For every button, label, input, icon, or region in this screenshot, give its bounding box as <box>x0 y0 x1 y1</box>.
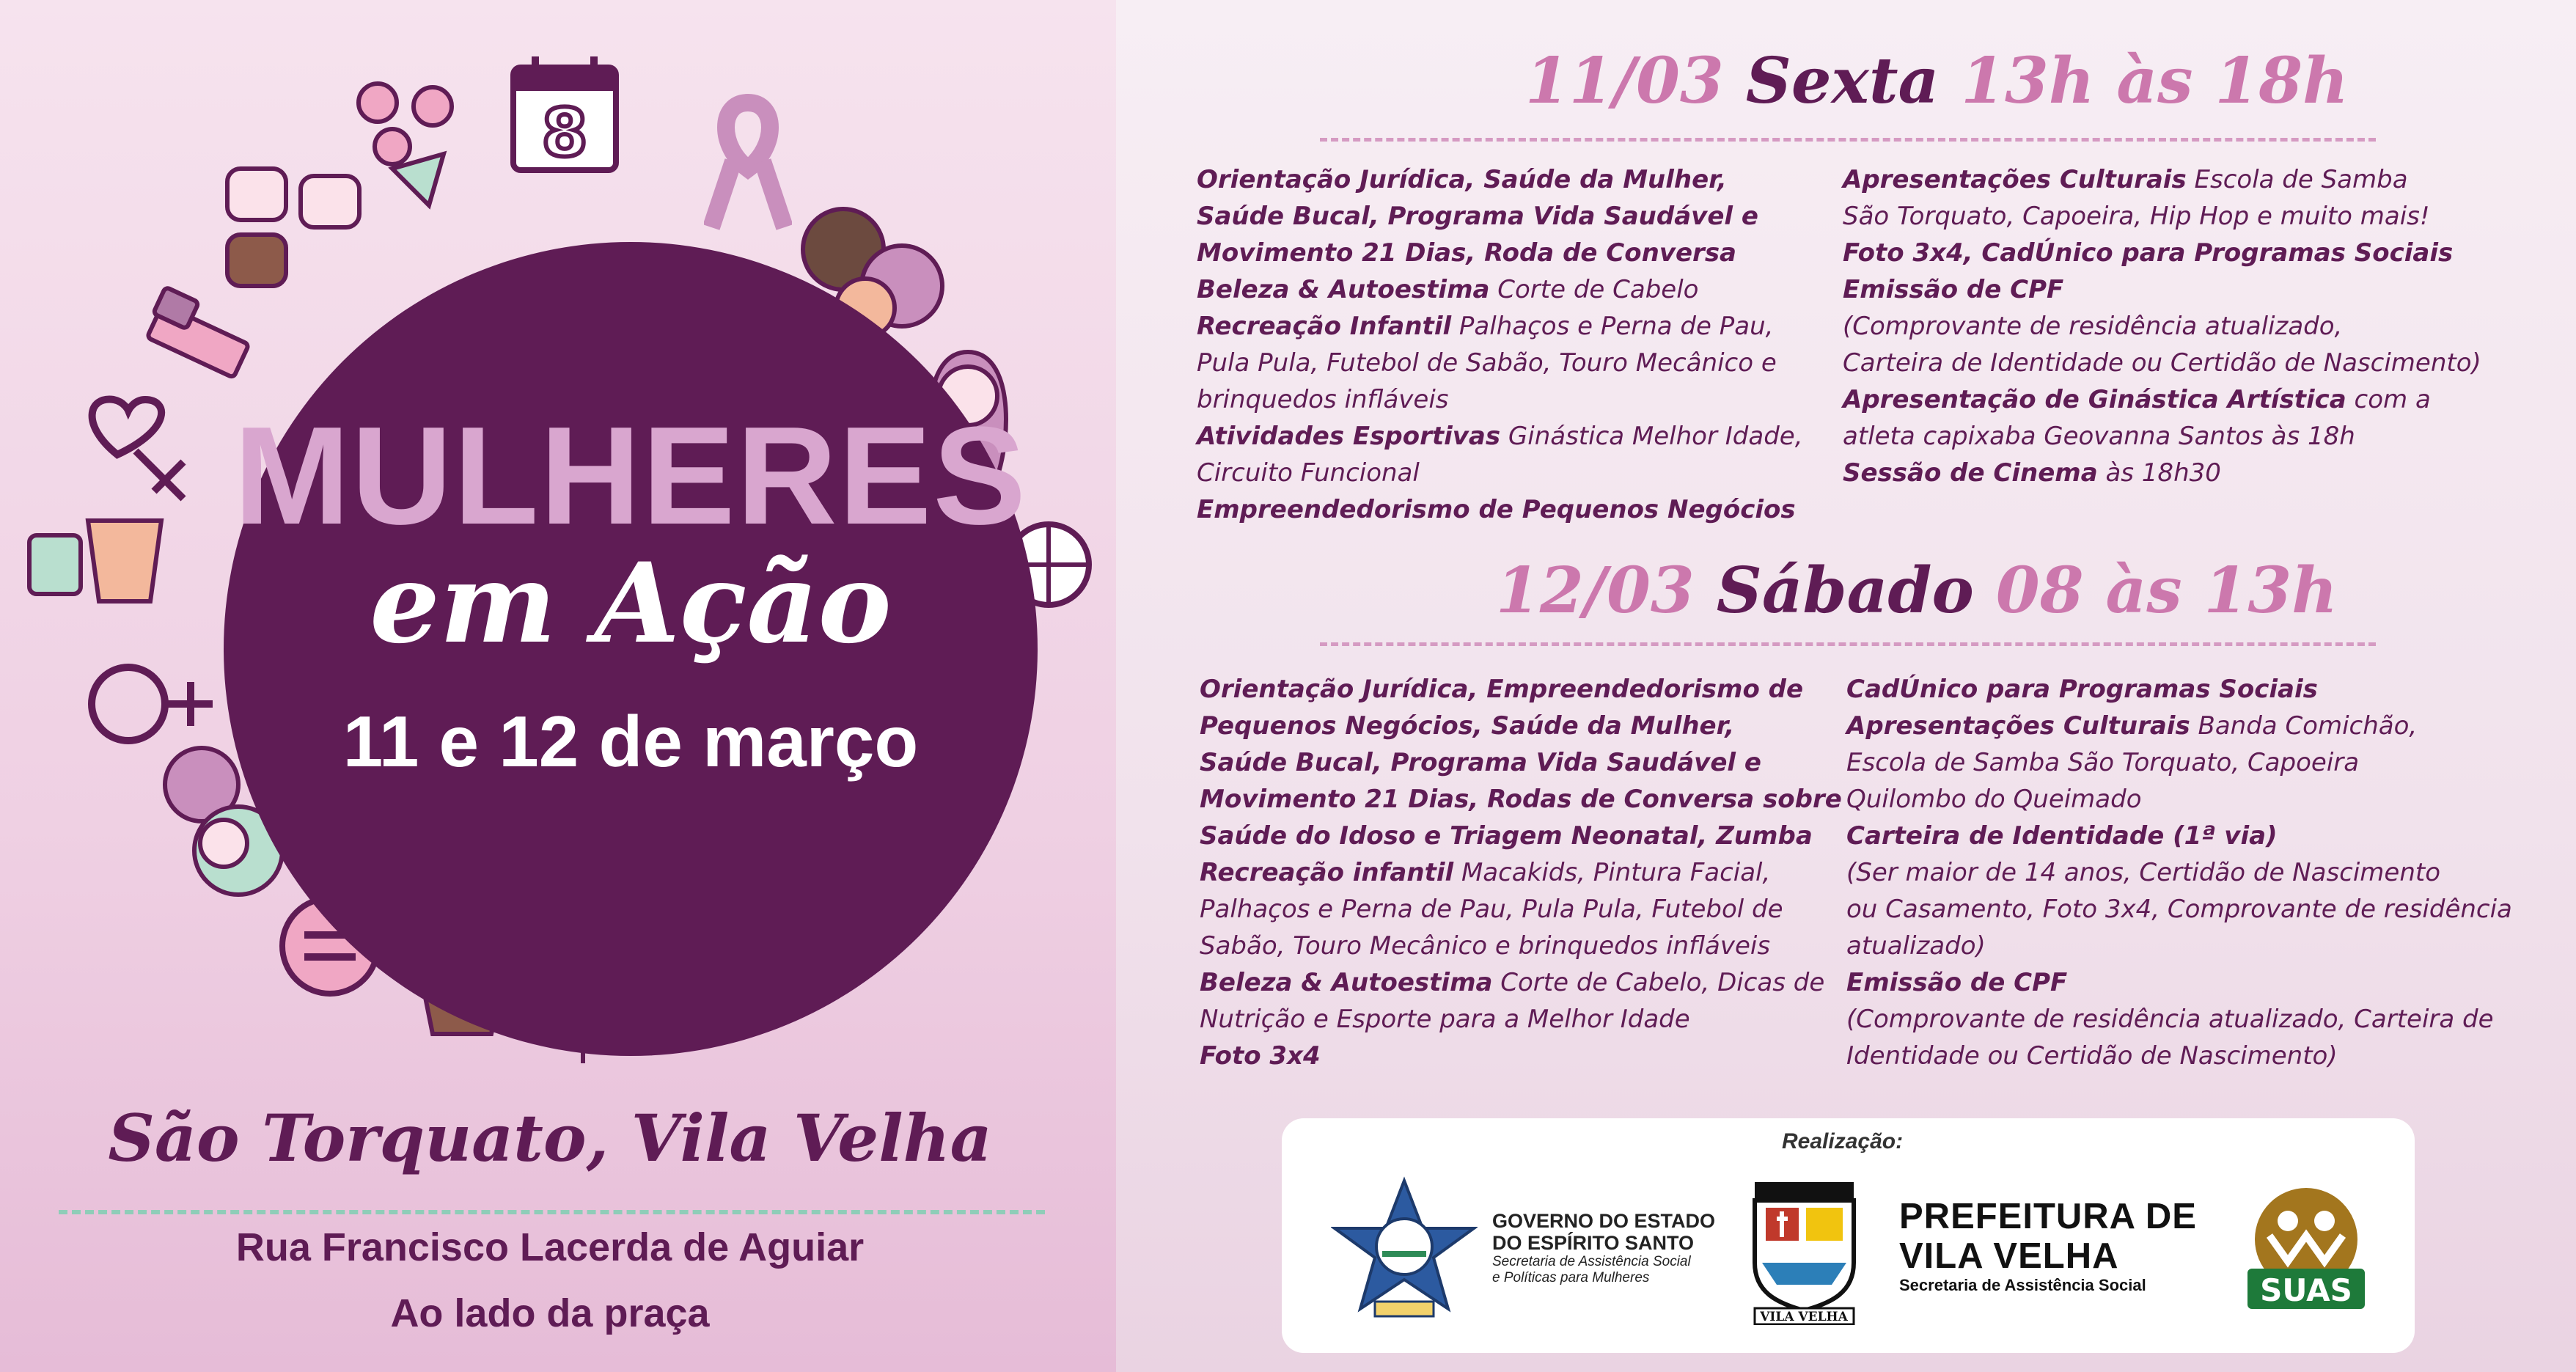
location-divider <box>59 1210 1045 1214</box>
schedule-detail: atleta capixaba Geovanna Santos às 18h <box>1843 422 2355 451</box>
schedule-line <box>1843 198 2481 235</box>
schedule-activity: Recreação Infantil <box>1197 312 1452 341</box>
day2-time: 08 às 13h <box>1995 554 2338 628</box>
schedule-activity: CadÚnico para Programas Sociais <box>1846 675 2318 704</box>
schedule-detail: (Comprovante de residência atualizado, <box>1843 312 2343 341</box>
schedule-detail: Corte de Cabelo, Dicas de <box>1492 968 1825 997</box>
schedule-line <box>1200 854 1842 891</box>
schedule-line <box>1843 455 2481 491</box>
schedule-detail: Nutrição e Esporte para a Melhor Idade <box>1200 1005 1690 1034</box>
schedule-activity: Pequenos Negócios, Saúde da Mulher, <box>1200 711 1735 741</box>
day1-divider <box>1320 138 2376 142</box>
day1-weekday: Sexta <box>1745 44 1940 118</box>
schedule-detail: Identidade ou Certidão de Nascimento) <box>1846 1041 2338 1071</box>
day1-date: 11/03 <box>1525 44 1724 118</box>
schedule-activity: Foto 3x4, CadÚnico para Programas Sociais <box>1843 238 2454 268</box>
schedule-detail: Palhaços e Perna de Pau, Pula Pula, Futebol de <box>1200 895 1783 924</box>
schedule-activity: Movimento 21 Dias, Rodas de Conversa sobre <box>1200 785 1842 814</box>
schedule-line <box>1197 308 1803 345</box>
event-title: MULHERES <box>233 398 1028 554</box>
schedule-line <box>1197 381 1803 418</box>
day2-left-column <box>1200 671 1842 1074</box>
day2-divider <box>1320 642 2376 646</box>
sponsors-label: Realização: <box>1782 1129 1904 1153</box>
suas-logo-icon <box>2244 1181 2368 1320</box>
suas-label: SUAS <box>2260 1272 2352 1308</box>
schedule-detail: São Torquato, Capoeira, Hip Hop e muito mais! <box>1843 202 2430 231</box>
schedule-activity: Beleza & Autoestima <box>1200 968 1493 997</box>
schedule-line <box>1197 418 1803 455</box>
schedule-line <box>1843 308 2481 345</box>
schedule-line <box>1846 928 2512 964</box>
schedule-activity: Foto 3x4 <box>1200 1041 1321 1071</box>
schedule-detail: Banda Comichão, <box>2190 711 2418 741</box>
vila-velha-crest-icon <box>1744 1175 1865 1325</box>
day2-weekday: Sábado <box>1716 554 1974 628</box>
schedule-activity: Saúde Bucal, Programa Vida Saudável e <box>1200 748 1761 777</box>
schedule-detail: Carteira de Identidade ou Certidão de Nascimento) <box>1843 348 2481 378</box>
schedule-line <box>1200 818 1842 854</box>
schedule-activity: Recreação infantil <box>1200 858 1454 887</box>
schedule-detail: Macakids, Pintura Facial, <box>1453 858 1771 887</box>
calendar-number: 8 <box>541 95 588 172</box>
address-line-1: Rua Francisco Lacerda de Aguiar <box>235 1225 865 1269</box>
gov-sub-2: e Políticas para Mulheres <box>1492 1270 1650 1285</box>
schedule-detail: (Comprovante de residência atualizado, Carteira de <box>1846 1005 2494 1034</box>
schedule-line <box>1846 1001 2512 1038</box>
schedule-line <box>1200 1038 1842 1074</box>
schedule-line <box>1197 161 1803 198</box>
schedule-line <box>1200 891 1842 928</box>
gov-sub-1: Secretaria de Assistência Social <box>1492 1254 1691 1269</box>
schedule-detail: (Ser maior de 14 anos, Certidão de Nascimento <box>1846 858 2441 887</box>
schedule-line <box>1843 235 2481 271</box>
schedule-line <box>1200 671 1842 708</box>
schedule-activity: Emissão de CPF <box>1843 275 2064 304</box>
schedule-detail: brinquedos infláveis <box>1197 385 1449 414</box>
schedule-activity: Apresentações Culturais <box>1843 165 2187 194</box>
schedule-detail: ou Casamento, Foto 3x4, Comprovante de residência <box>1846 895 2512 924</box>
pvv-line-2: VILA VELHA <box>1899 1236 2119 1276</box>
schedule-line <box>1846 964 2512 1001</box>
schedule-line <box>1846 854 2512 891</box>
schedule-detail: Circuito Funcional <box>1197 458 1420 488</box>
schedule-activity: Orientação Jurídica, Empreendedorismo de <box>1200 675 1804 704</box>
schedule-line <box>1843 271 2481 308</box>
schedule-detail: às 18h30 <box>2097 458 2221 488</box>
schedule-activity: Beleza & Autoestima <box>1197 275 1490 304</box>
schedule-activity: Saúde Bucal, Programa Vida Saudável e <box>1197 202 1758 231</box>
schedule-line <box>1197 345 1803 381</box>
schedule-detail: Escola de Samba São Torquato, Capoeira <box>1846 748 2360 777</box>
schedule-activity: Orientação Jurídica, Saúde da Mulher, <box>1197 165 1727 194</box>
schedule-line <box>1846 744 2512 781</box>
schedule-line <box>1200 744 1842 781</box>
event-dates: 11 e 12 de março <box>342 701 919 782</box>
schedule-line <box>1846 708 2512 744</box>
schedule-activity: Atividades Esportivas <box>1197 422 1501 451</box>
schedule-activity: Carteira de Identidade (1ª via) <box>1846 821 2278 851</box>
lipstick-icon <box>136 279 260 396</box>
pvv-line-1: PREFEITURA DE <box>1899 1197 2197 1236</box>
day1-header <box>1525 44 2349 118</box>
schedule-detail: Quilombo do Queimado <box>1846 785 2142 814</box>
schedule-line <box>1843 418 2481 455</box>
day1-right-column <box>1843 161 2481 491</box>
schedule-line <box>1843 381 2481 418</box>
schedule-line <box>1197 198 1803 235</box>
female-heart-icon <box>73 381 198 506</box>
schedule-activity: Apresentações Culturais <box>1846 711 2190 741</box>
state-government-text <box>1492 1210 1715 1286</box>
schedule-line <box>1843 161 2481 198</box>
schedule-activity: Sessão de Cinema <box>1843 458 2098 488</box>
gov-line-1: GOVERNO DO ESTADO <box>1492 1210 1716 1232</box>
schedule-detail: Sabão, Touro Mecânico e brinquedos infláveis <box>1200 931 1771 961</box>
location-title: São Torquato, Vila Velha <box>108 1100 992 1176</box>
day2-right-column <box>1846 671 2512 1074</box>
schedule-detail: Pula Pula, Futebol de Sabão, Touro Mecânico e <box>1197 348 1777 378</box>
schedule-line <box>1200 964 1842 1001</box>
schedule-activity: Empreendedorismo de Pequenos Negócios <box>1197 495 1796 524</box>
schedule-line <box>1846 1038 2512 1074</box>
schedule-activity: Apresentação de Ginástica Artística <box>1843 385 2346 414</box>
schedule-line <box>1846 891 2512 928</box>
schedule-line <box>1197 235 1803 271</box>
schedule-detail: Escola de Samba <box>2186 165 2408 194</box>
gov-line-2: DO ESPÍRITO SANTO <box>1492 1232 1695 1254</box>
pvv-sub: Secretaria de Assistência Social <box>1899 1276 2146 1294</box>
schedule-line <box>1846 671 2512 708</box>
day1-left-column <box>1197 161 1803 528</box>
cup-icon <box>22 506 169 609</box>
day2-header <box>1496 554 2338 628</box>
schedule-activity: Saúde do Idoso e Triagem Neonatal, Zumba <box>1200 821 1813 851</box>
schedule-detail: Palhaços e Perna de Pau, <box>1451 312 1774 341</box>
schedule-line <box>1200 708 1842 744</box>
schedule-line <box>1200 928 1842 964</box>
crest-banner: VILA VELHA <box>1760 1310 1848 1324</box>
address-line-2: Ao lado da praça <box>390 1291 710 1335</box>
schedule-line <box>1843 345 2481 381</box>
schedule-line <box>1846 781 2512 818</box>
schedule-line <box>1200 1001 1842 1038</box>
city-hall-text <box>1899 1197 2197 1295</box>
calendar-icon <box>506 53 623 177</box>
schedule-detail: Ginástica Melhor Idade, <box>1500 422 1803 451</box>
event-subtitle: em Ação <box>370 539 892 668</box>
ribbon-icon <box>704 88 792 235</box>
day2-date: 12/03 <box>1496 554 1695 628</box>
schedule-line <box>1197 271 1803 308</box>
schedule-detail: atualizado) <box>1846 931 1986 961</box>
day1-time: 13h às 18h <box>1961 44 2349 118</box>
schedule-line <box>1197 455 1803 491</box>
schedule-detail: com a <box>2346 385 2431 414</box>
state-coat-of-arms-icon <box>1331 1173 1478 1327</box>
schedule-activity: Emissão de CPF <box>1846 968 2068 997</box>
schedule-line <box>1846 818 2512 854</box>
schedule-line <box>1197 491 1803 528</box>
schedule-detail: Corte de Cabelo <box>1489 275 1699 304</box>
schedule-activity: Movimento 21 Dias, Roda de Conversa <box>1197 238 1736 268</box>
schedule-line <box>1200 781 1842 818</box>
